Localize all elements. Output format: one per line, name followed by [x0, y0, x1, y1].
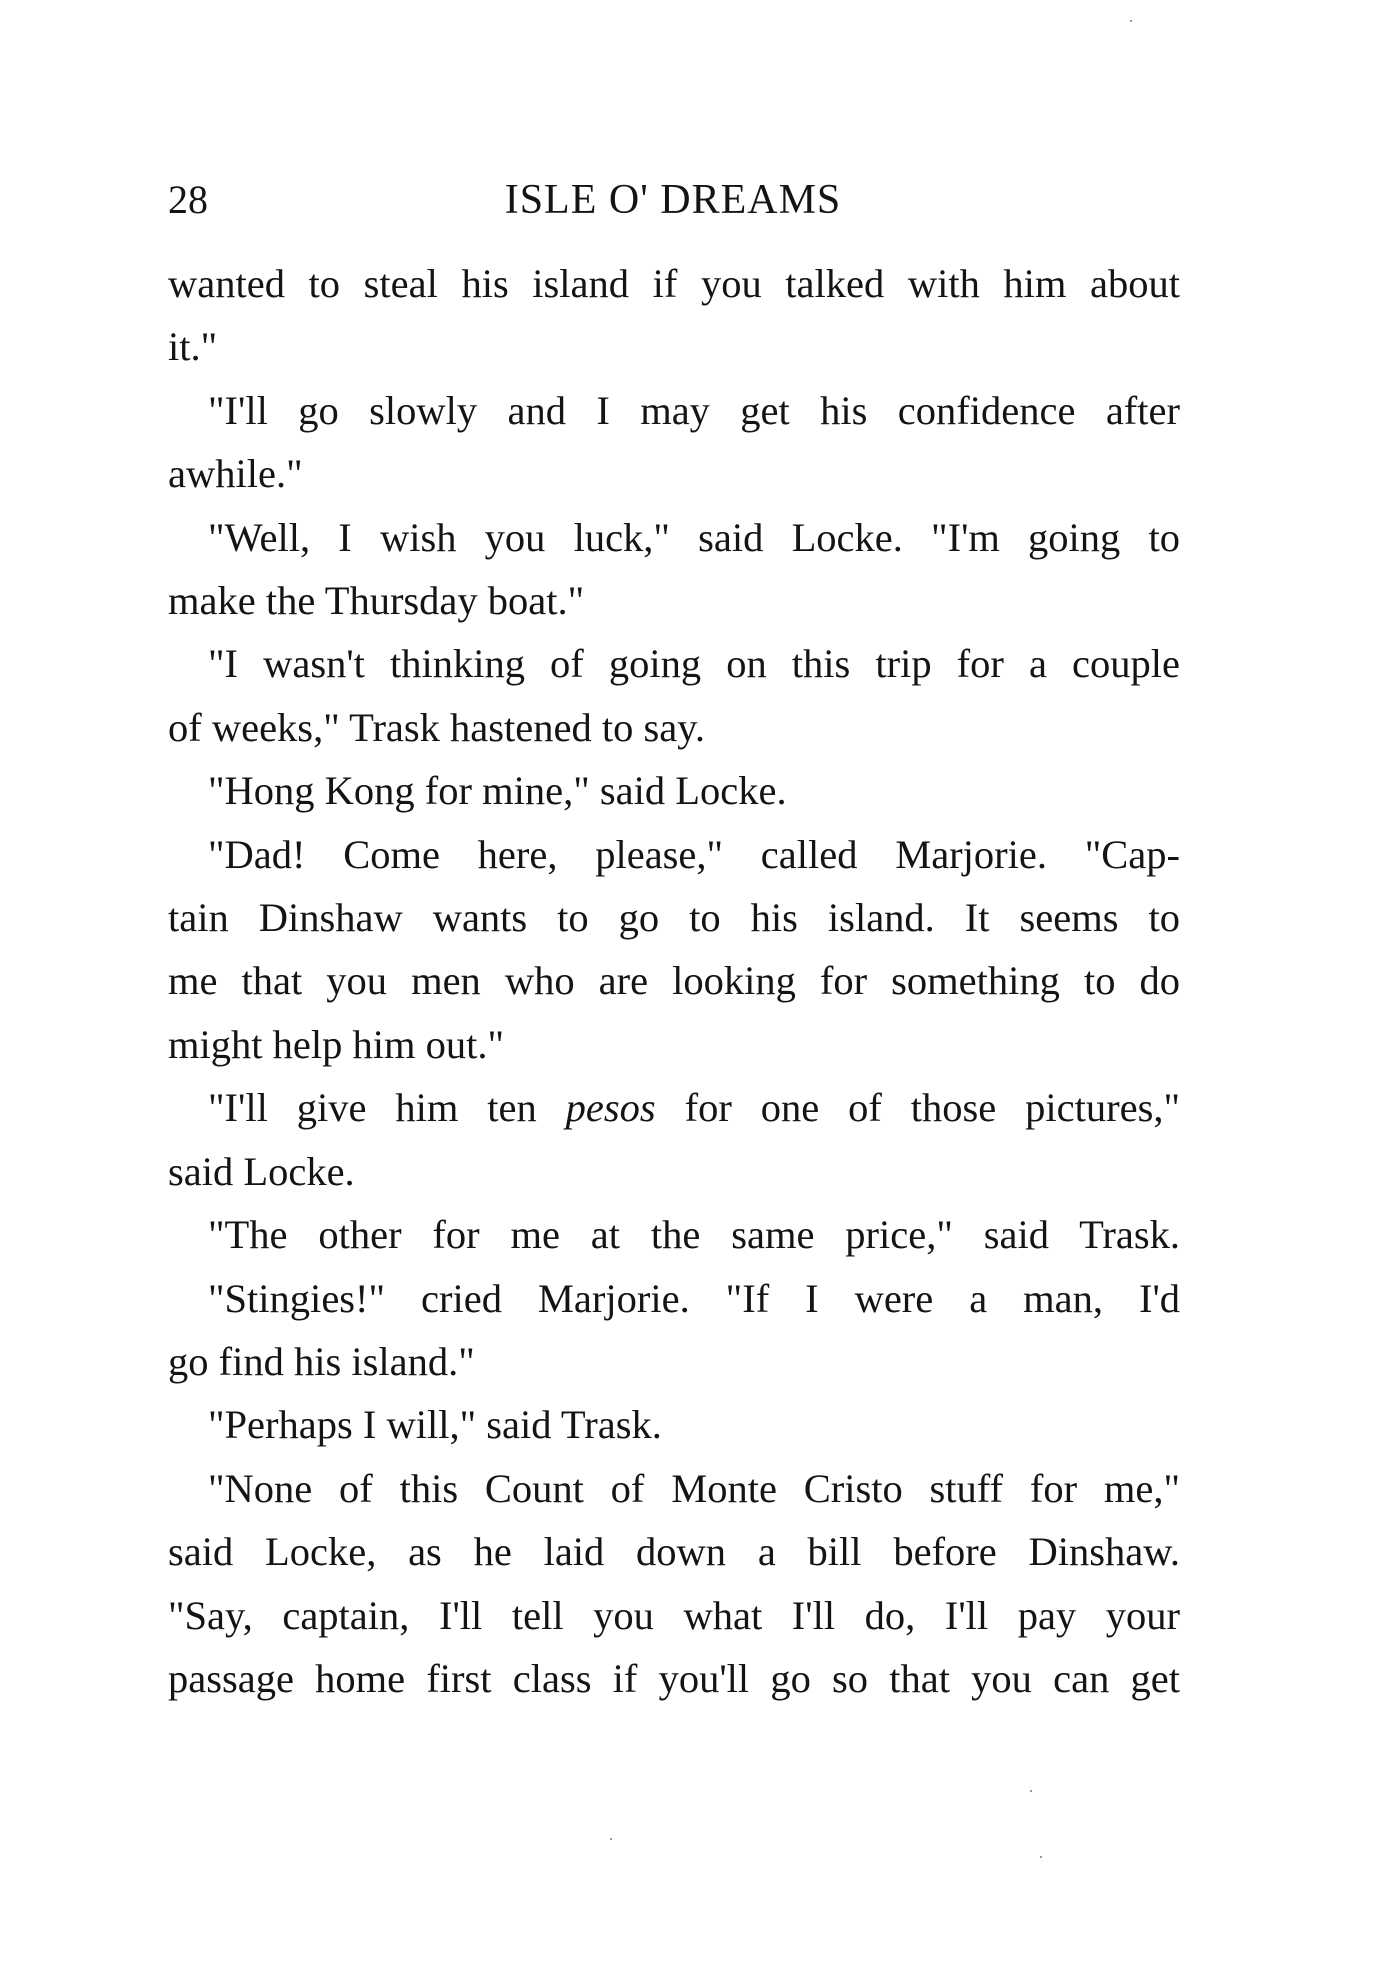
- text-line: "Stingies!" cried Marjorie. "If I were a man, I'd: [208, 1275, 1180, 1321]
- running-title: ISLE O' DREAMS: [504, 177, 842, 223]
- text-line: "I'll go slowly and I may get his confidence after: [208, 387, 1180, 433]
- text-line: might help him out.": [168, 1021, 505, 1067]
- text-line: "None of this Count of Monte Cristo stuff for me,": [208, 1465, 1180, 1511]
- scan-speck: [610, 1838, 612, 1840]
- page-number: 28: [168, 177, 208, 222]
- text-line: said Locke.: [168, 1148, 355, 1194]
- text-line: me that you men who are looking for something to do: [168, 958, 1180, 1004]
- text-line: make the Thursday boat.": [168, 578, 585, 624]
- text-line: "Hong Kong for mine," said Locke.: [208, 768, 787, 814]
- text-line: said Locke, as he laid down a bill before Dinshaw.: [168, 1529, 1180, 1575]
- text-line: "Dad! Come here, please," called Marjorie. "Cap-: [208, 831, 1180, 877]
- scan-speck: [1030, 1790, 1032, 1792]
- text-line-with-italic: [168, 1076, 1180, 1139]
- text-line: it.": [168, 324, 218, 370]
- text-line: "Say, captain, I'll tell you what I'll do, I'll pay your: [168, 1592, 1180, 1638]
- body-text: [168, 252, 1180, 1710]
- scan-speck: [1040, 1856, 1042, 1858]
- text-segment: "I'll give him ten: [208, 1085, 566, 1131]
- text-line: of weeks," Trask hastened to say.: [168, 704, 705, 750]
- scan-speck: [1130, 20, 1132, 22]
- text-line: wanted to steal his island if you talked with him about: [168, 261, 1180, 306]
- text-line: "I wasn't thinking of going on this trip for a couple: [208, 641, 1180, 687]
- text-line: go find his island.": [168, 1338, 475, 1384]
- text-line: "The other for me at the same price," said Trask.: [208, 1212, 1180, 1258]
- text-segment: for one of those pictures,": [655, 1085, 1180, 1131]
- text-line: "Well, I wish you luck," said Locke. "I'm going to: [208, 514, 1180, 560]
- text-line: "Perhaps I will," said Trask.: [208, 1402, 662, 1448]
- text-line: awhile.": [168, 451, 303, 497]
- text-line: passage home first class if you'll go so that you can get: [168, 1655, 1180, 1701]
- text-line: tain Dinshaw wants to go to his island. It seems to: [168, 895, 1180, 941]
- italic-word: pesos: [565, 1085, 656, 1131]
- page-header: [168, 170, 1178, 230]
